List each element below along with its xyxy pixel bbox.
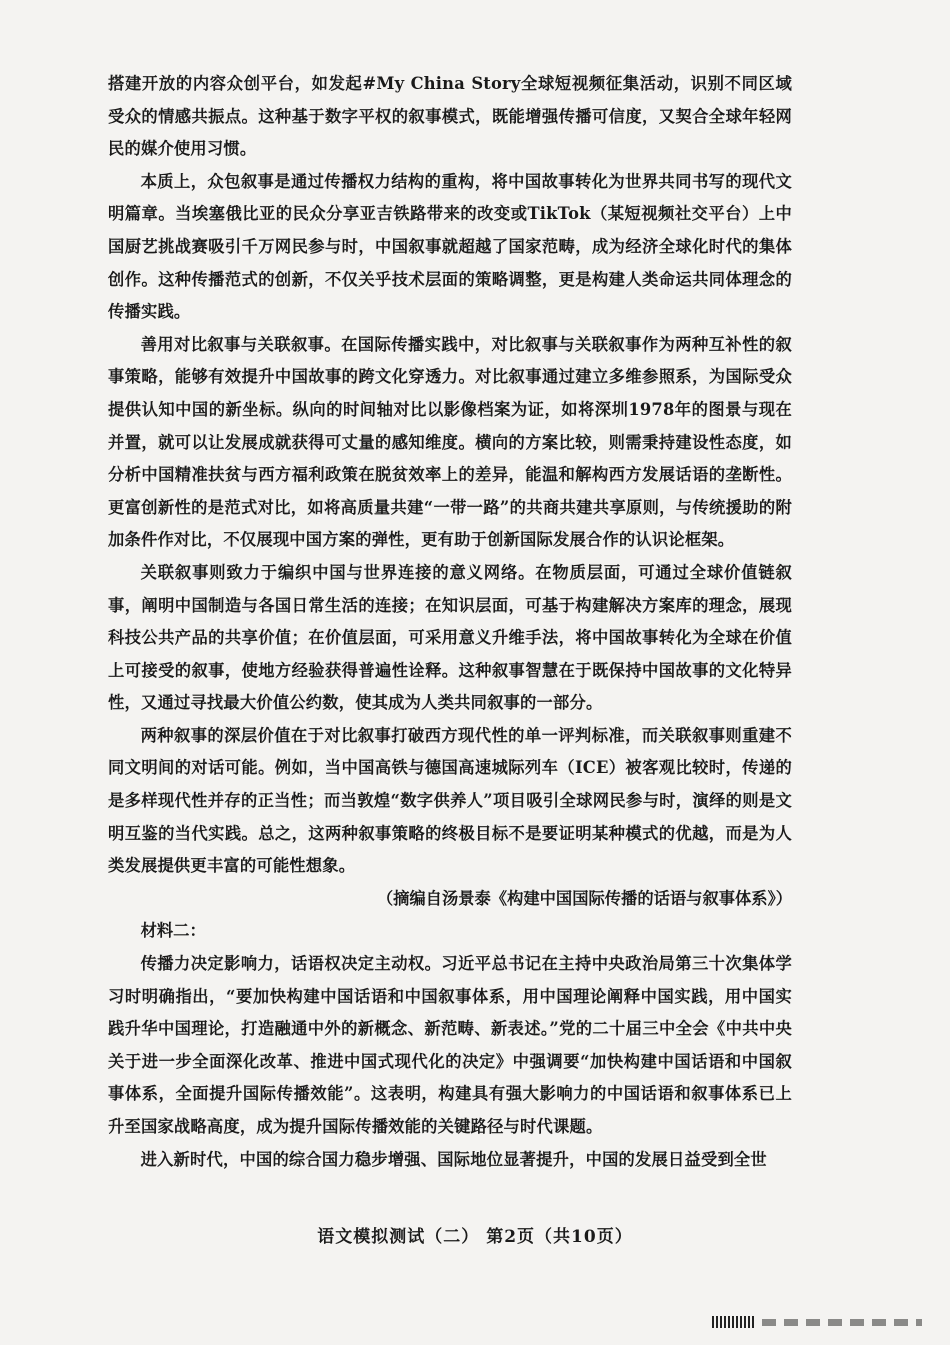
scanner-watermark	[712, 1316, 922, 1330]
qr-code-icon	[712, 1316, 756, 1328]
blurred-watermark-text	[762, 1319, 922, 1326]
paragraph-5: 两种叙事的深层价值在于对比叙事打破西方现代性的单一评判标准，而关联叙事则重建不同文明间的对话可能。例如，当中国高铁与德国高速城际列车（ICE）被客观比较时，传递的是多样现代性并存的正当性；而当敦煌“数字供养人”项目吸引全球网民参与时，演绎的则是文明互鉴的当代实践。总之，这两种叙事策略的终极目标不是要证明某种模式的优越，而是为人类发展提供更丰富的可能性想象。	[108, 725, 792, 876]
page-body	[108, 68, 792, 1176]
paragraph-4: 关联叙事则致力于编织中国与世界连接的意义网络。在物质层面，可通过全球价值链叙事，阐明中国制造与各国日常生活的连接；在知识层面，可基于构建解决方案库的理念，展现科技公共产品的共享价值；在价值层面，可采用意义升维手法，将中国故事转化为全球在价值上可接受的叙事，使地方经验获得普遍性诠释。这种叙事智慧在于既保持中国故事的文化特异性，又通过寻找最大价值公约数，使其成为人类共同叙事的一部分。	[108, 562, 792, 713]
paragraph-3: 善用对比叙事与关联叙事。在国际传播实践中，对比叙事与关联叙事作为两种互补性的叙事策略，能够有效提升中国故事的跨文化穿透力。对比叙事通过建立多维参照系，为国际受众提供认知中国的新坐标。纵向的时间轴对比以影像档案为证，如将深圳1978年的图景与现在并置，就可以让发展成就获得可丈量的感知维度。横向的方案比较，则需秉持建设性态度，如分析中国精准扶贫与西方福利政策在脱贫效率上的差异，能温和解构西方发展话语的垄断性。更富创新性的是范式对比，如将高质量共建“一带一路”的共商共建共享原则，与传统援助的附加条件作对比，不仅展现中国方案的弹性，更有助于创新国际发展合作的认识论框架。	[108, 334, 792, 550]
material-2-heading: 材料二：	[140, 921, 206, 941]
paragraph-6: 传播力决定影响力，话语权决定主动权。习近平总书记在主持中央政治局第三十次集体学习时明确指出，“要加快构建中国话语和中国叙事体系，用中国理论阐释中国实践，用中国实践升华中国理论，打造融通中外的新概念、新范畴、新表述。”党的二十届三中全会《中共中央关于进一步全面深化改革、推进中国式现代化的决定》中强调要“加快构建中国话语和中国叙事体系，全面提升国际传播效能”。这表明，构建具有强大影响力的中国话语和叙事体系已上升至国家战略高度，成为提升国际传播效能的关键路径与时代课题。	[108, 954, 792, 1136]
source-citation: （摘编自汤景泰《构建中国国际传播的话语与叙事体系》）	[376, 888, 792, 908]
paragraph-1: 搭建开放的内容众创平台，如发起#My China Story全球短视频征集活动，识别不同区域受众的情感共振点。这种基于数字平权的叙事模式，既能增强传播可信度，又契合全球年轻网民的媒介使用习惯。	[108, 74, 792, 159]
page-footer: 语文模拟测试（二） 第2页（共10页）	[317, 1227, 633, 1247]
paragraph-2: 本质上，众包叙事是通过传播权力结构的重构，将中国故事转化为世界共同书写的现代文明篇章。当埃塞俄比亚的民众分享亚吉铁路带来的改变或TikTok（某短视频社交平台）上中国厨艺挑战赛吸引千万网民参与时，中国叙事就超越了国家范畴，成为经济全球化时代的集体创作。这种传播范式的创新，不仅关乎技术层面的策略调整，更是构建人类命运共同体理念的传播实践。	[108, 171, 792, 322]
paragraph-7: 进入新时代，中国的综合国力稳步增强、国际地位显著提升，中国的发展日益受到全世	[140, 1149, 767, 1169]
